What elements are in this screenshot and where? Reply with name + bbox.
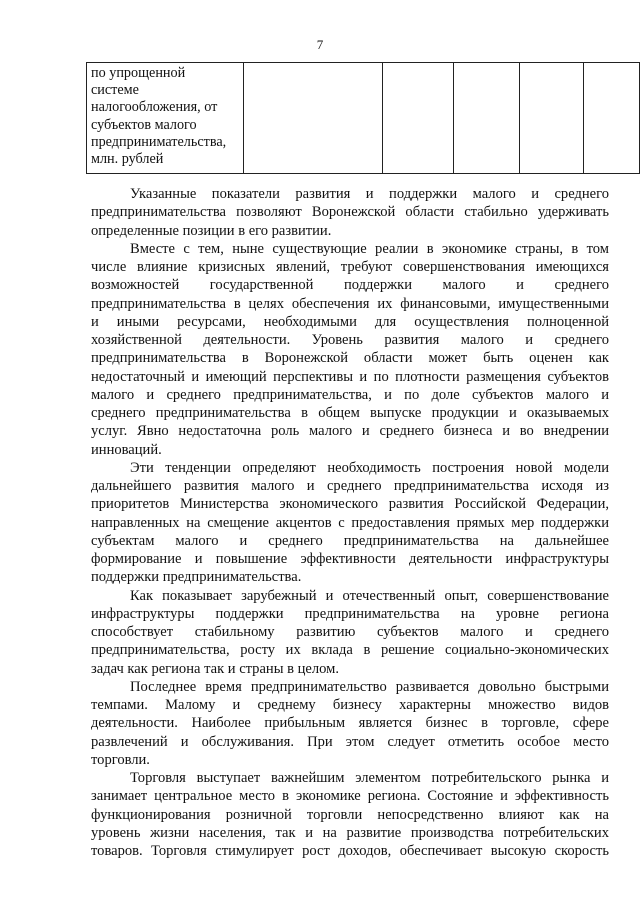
paragraph-line: задач как региона так и страны в целом. [91,660,339,677]
paragraph-line: деятельности. Наиболее прибыльным является бизнес в торговле, сфере [91,715,609,732]
paragraph-line: развлечений и обслуживания. При этом следует отметить особое место [91,733,609,750]
paragraph-line: возможностей государственной поддержки малого и среднего [91,277,609,294]
table-value-cell [520,63,584,174]
table-value-cell [584,63,640,174]
paragraph-line: способствует стабильному развитию субъектов малого и среднего [91,624,609,640]
paragraph-line: поддержки предпринимательства. [91,569,302,586]
paragraph-line: малого и среднего предпринимательства, и по доле субъектов малого и [91,386,609,403]
paragraph-line: среднего предпринимательства в общем выпуске продукции и оказываемых [91,405,609,421]
paragraph-line: определенные позиции в его развитии. [91,222,332,239]
paragraph-line: занимает центральное место в экономике региона. Состояние и эффективность [91,788,609,805]
paragraph-line: числе влияние кризисных явлений, требуют совершенствования имеющихся [91,259,609,275]
table-label-line: по упрощенной [91,65,186,81]
paragraph-line: и иными ресурсами, необходимыми для осуществления полноценной [91,313,609,330]
table-row [87,63,640,174]
paragraph-line: формирование и повышение эффективности деятельности инфраструктуры [91,551,609,567]
paragraph-line: Эти тенденции определяют необходимость построения новой модели [130,459,609,476]
paragraph-line: предпринимательства, росту их вклада в решение социально-экономических [91,642,609,659]
paragraph-line: инноваций. [91,441,162,458]
body-text [91,185,609,860]
paragraph-line: предпринимательства в Воронежской области может быть оценен как [91,350,609,367]
page-number: 7 [316,37,324,52]
paragraph [91,587,609,678]
table-value-cell [454,63,520,174]
paragraph [91,769,609,860]
paragraph [91,240,609,459]
paragraph-line: приоритетов Министерства экономического развития Российской Федерации, [91,496,609,513]
indicator-table [86,62,640,174]
paragraph [91,459,609,587]
paragraph-line: уровень жизни населения, так и на развитие производства потребительских [91,824,609,841]
paragraph-line: Указанные показатели развития и поддержки малого и среднего [130,186,609,202]
table-label-cell [87,63,244,174]
table-label-line: субъектов малого [91,116,197,133]
paragraph-line: дальнейшего развития малого и среднего предпринимательства исходя из [91,478,609,494]
paragraph-line: Торговля выступает важнейшим элементом потребительского рынка и [130,770,609,786]
paragraph-line: функционирования розничной торговли непосредственно влияют как на [91,806,609,823]
table-label-line: млн. рублей [91,151,164,168]
paragraph-line: Как показывает зарубежный и отечественный опыт, совершенствование [130,587,609,604]
paragraph-line: Последнее время предпринимательство развивается довольно быстрыми [130,678,609,695]
paragraph-line: услуг. Явно недостаточна роль малого и среднего бизнеса и во внедрении [91,423,609,440]
paragraph-line: инфраструктуры поддержки предпринимательства на уровне региона [91,605,609,622]
table-label-line: налогообложения, от [91,99,218,116]
paragraph-line: субъектам малого и среднего предпринимательства на дальнейшее [91,532,609,549]
paragraph-line: темпами. Малому и среднему бизнесу характерны множество видов [91,697,609,713]
paragraph-line: хозяйственной деятельности. Уровень развития малого и среднего [91,332,609,348]
paragraph-line: предпринимательства позволяют Воронежской области стабильно удерживать [91,204,609,221]
paragraph-line: недостаточный и имеющий перспективы и по плотности размещения субъектов [91,368,609,385]
paragraph-line: предпринимательства в целях обеспечения их финансовыми, имущественными [91,295,609,312]
paragraph-line: направленных на смещение акцентов с предоставления прямых мер поддержки [91,514,609,531]
table-label-line: системе [91,82,139,99]
paragraph-line: Вместе с тем, ныне существующие реалии в экономике страны, в том [130,240,609,257]
paragraph-line: торговли. [91,751,150,768]
paragraph-line: товаров. Торговля стимулирует рост доходов, обеспечивает высокую скорость [91,843,609,859]
paragraph [91,678,609,769]
table-value-cell [243,63,382,174]
paragraph [91,185,609,240]
table-label-line: предпринимательства, [91,133,227,150]
table-value-cell [382,63,453,174]
